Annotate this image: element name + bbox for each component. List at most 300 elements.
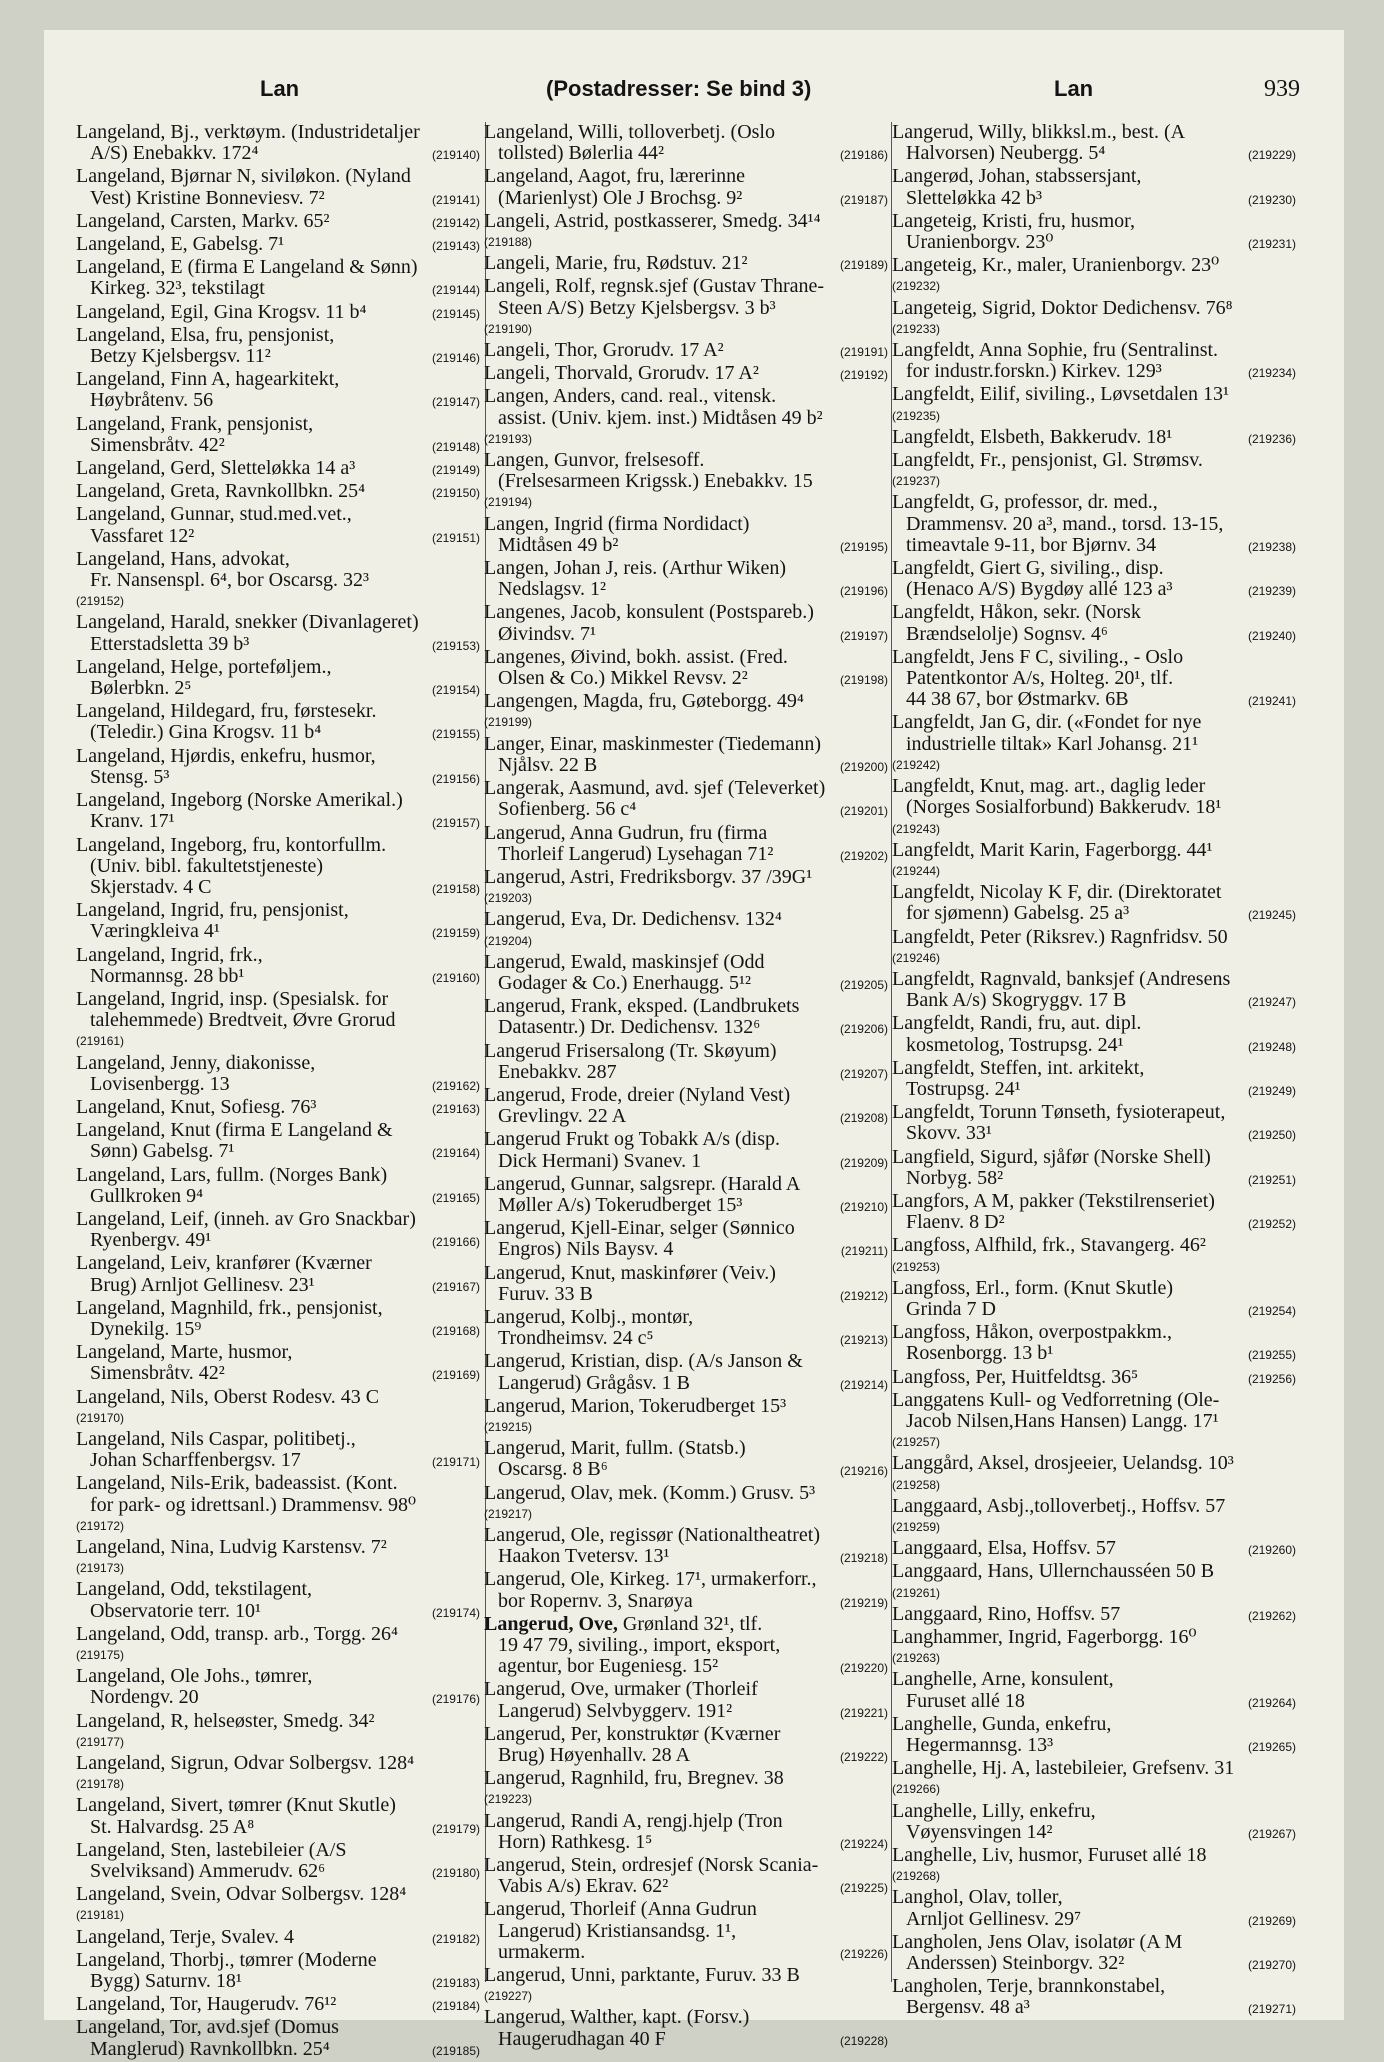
entry-text: Langhelle, Lilly, enkefru,: [892, 1799, 1096, 1822]
entry-text: Steen A/S) Betzy Kjelsbergsv. 3 b³: [498, 296, 776, 319]
entry-code: (219260): [1247, 1543, 1296, 1558]
entry-text: Langfeldt, Håkon, sekr. (Norsk: [892, 601, 1141, 624]
directory-entry: [484, 1569, 888, 1613]
directory-entry: [76, 790, 480, 834]
directory-entry: [76, 211, 480, 234]
entry-code: (219258): [892, 1477, 941, 1492]
entry-code: (219169): [431, 1368, 480, 1383]
directory-entry: [484, 996, 888, 1040]
directory-entry: [892, 450, 1296, 492]
entry-code: (219262): [1247, 1608, 1296, 1623]
entry-text: Langeland, Jenny, diakonisse,: [76, 1051, 316, 1074]
directory-entry: [892, 1758, 1296, 1800]
entry-text: Olsen & Co.) Mikkel Revsv. 2²: [498, 667, 748, 690]
entry-code: (219183): [431, 1976, 480, 1991]
page-number: 939: [1264, 76, 1300, 102]
directory-entry: [76, 746, 480, 790]
entry-text: Langerud, Ove, urmaker (Thorleif: [484, 1678, 758, 1701]
directory-entry: [484, 647, 888, 691]
entry-code: (219244): [892, 863, 941, 878]
directory-entry: [76, 657, 480, 701]
entry-text: Langeland, E (firma E Langeland & Sønn): [76, 256, 418, 279]
directory-entry: [892, 166, 1296, 210]
entry-code: (219147): [431, 395, 480, 410]
entry-code: (219152): [76, 594, 125, 609]
entry-code: (219236): [1247, 431, 1296, 446]
entry-code: (219190): [484, 321, 533, 336]
entry-text: Langeland, Bjørnar N, siviløkon. (Nyland: [76, 165, 411, 188]
entry-code: (219234): [1247, 366, 1296, 381]
entry-text: Langeli, Rolf, regnsk.sjef (Gustav Thrane-: [484, 275, 825, 298]
entry-code: (219228): [839, 2033, 888, 2048]
entry-text: Trondheimsv. 24 c⁵: [498, 1327, 654, 1350]
entry-text: Øivindsv. 7¹: [498, 622, 597, 645]
entry-text: Brug) Arnljot Gellinesv. 23¹: [90, 1273, 315, 1296]
entry-code: (219207): [839, 1066, 888, 1081]
entry-text: Langer, Einar, maskinmester (Tiedemann): [484, 732, 822, 755]
entry-text: Jacob Nilsen,Hans Hansen) Langg. 17¹: [906, 1409, 1219, 1432]
entry-code: (219163): [431, 1101, 480, 1116]
entry-text: St. Halvardsg. 25 A⁸: [90, 1815, 255, 1838]
directory-entry: [484, 2007, 888, 2051]
directory-entry: [76, 166, 480, 210]
entry-text: Langeteig, Sigrid, Doktor Dedichensv. 76⁸: [892, 296, 1233, 319]
entry-text: Langfeldt, Peter (Riksrev.) Ragnfridsv. 50: [892, 925, 1228, 948]
entry-text: Langeteig, Kr., maler, Uranienborgv. 23⁰: [892, 254, 1220, 277]
entry-code: (219205): [839, 977, 888, 992]
directory-entry: [484, 734, 888, 778]
entry-code: (219164): [431, 1146, 480, 1161]
directory-entry: [892, 492, 1296, 558]
entry-text: Langerud, Per, konstruktør (Kværner: [484, 1722, 781, 1745]
entry-text: Langerud, Willy, blikksl.m., best. (A: [892, 121, 1186, 143]
directory-column-2: [484, 122, 888, 2052]
entry-text: Langerud, Stein, ordresjef (Norsk Scania-: [484, 1854, 819, 1877]
entry-code: (219264): [1247, 1695, 1296, 1710]
entry-text: Drammensv. 20 a³, mand., torsd. 13-15,: [906, 512, 1224, 535]
entry-text: Langeland, Sigrun, Odvar Solbergsv. 128⁴: [76, 1752, 415, 1775]
entry-text: Langfeldt, Torunn Tønseth, fysioterapeut,: [892, 1101, 1226, 1124]
directory-entry: [892, 255, 1296, 297]
entry-code: (219243): [892, 821, 941, 836]
entry-code: (219161): [76, 1034, 125, 1049]
entry-code: (219269): [1247, 1913, 1296, 1928]
entry-text: Midtåsen 49 b²: [498, 533, 619, 556]
directory-entry: [892, 1147, 1296, 1191]
entry-text: Langeland, Hjørdis, enkefru, husmor,: [76, 744, 376, 767]
entry-text: Langeland, Finn A, hagearkitekt,: [76, 368, 340, 391]
entry-code: (219245): [1247, 908, 1296, 923]
entry-text: Langerud, Kjell-Einar, selger (Sønnico: [484, 1217, 795, 1240]
entry-text: Langeland, Hans, advokat,: [76, 547, 290, 570]
entry-text: tollsted) Bølerlia 44²: [498, 142, 664, 165]
entry-text: Langerød, Johan, stabssersjant,: [892, 165, 1142, 188]
directory-entry: [892, 1627, 1296, 1669]
entry-text: Langerud, Walther, kapt. (Forsv.): [484, 2006, 750, 2029]
directory-entry: [484, 1396, 888, 1438]
entry-code: (219251): [1247, 1172, 1296, 1187]
entry-code: (219177): [76, 1734, 125, 1749]
entry-code: (219175): [76, 1648, 125, 1663]
entry-text: Langhammer, Ingrid, Fagerborgg. 16⁰: [892, 1626, 1197, 1649]
entry-text: Langfield, Sigurd, sjåfør (Norske Shell): [892, 1145, 1211, 1168]
entry-text: (Teledir.) Gina Krogsv. 11 b⁴: [90, 721, 322, 744]
entry-text: Langeland, Sivert, tømrer (Knut Skutle): [76, 1794, 396, 1817]
directory-entry: [76, 1753, 480, 1795]
entry-text: Langerud, Ove, Grønland 32¹, tlf.: [484, 1612, 763, 1635]
entry-text: Dick Hermani) Svanev. 1: [498, 1149, 702, 1172]
entry-text: Anderssen) Steinborgv. 32²: [906, 1952, 1125, 1975]
directory-entry: [892, 1801, 1296, 1845]
entry-text: Langerud, Frank, eksped. (Landbrukets: [484, 995, 800, 1018]
entry-text: Thorleif Langerud) Lysehagan 71²: [498, 842, 774, 865]
directory-entry: [892, 927, 1296, 969]
directory-entry: [484, 1483, 888, 1525]
directory-entry: [76, 1253, 480, 1297]
entry-text: Bergensv. 48 a³: [906, 1996, 1030, 2019]
entry-text: Langfeldt, Jan G, dir. («Fondet for nye: [892, 711, 1202, 734]
directory-page: [44, 30, 1344, 2060]
entry-text: Observatorie terr. 10¹: [90, 1599, 261, 1622]
directory-entry: [76, 414, 480, 458]
directory-entry: [76, 325, 480, 369]
entry-code: (219170): [76, 1410, 125, 1425]
directory-entry: [892, 969, 1296, 1013]
entry-text: Patentkontor A/s, Holteg. 20¹, tlf.: [906, 667, 1174, 690]
entry-code: (219149): [431, 463, 480, 478]
entry-text: Langerud, Kolbj., montør,: [484, 1305, 694, 1328]
entry-code: (219231): [1247, 237, 1296, 252]
entry-text: Langeland, Helge, porteføljem.,: [76, 655, 332, 678]
entry-code: (219252): [1247, 1217, 1296, 1232]
directory-entry: [484, 363, 888, 386]
entry-code: (219259): [892, 1520, 941, 1534]
directory-entry: [484, 1899, 888, 1965]
directory-entry: [484, 253, 888, 276]
entry-text: Langhelle, Liv, husmor, Furuset allé 18: [892, 1844, 1207, 1867]
entry-text: Langerud, Anna Gudrun, fru (firma: [484, 821, 768, 844]
entry-text: Langerud, Gunnar, salgsrepr. (Harald A: [484, 1172, 801, 1195]
entry-code: (219182): [431, 1931, 480, 1946]
entry-text: Langerud, Unni, parktante, Furuv. 33 B: [484, 1964, 800, 1987]
entry-text: Brændselolje) Sognsv. 4⁶: [906, 622, 1108, 645]
directory-entry: [76, 1387, 480, 1429]
entry-text: Haakon Tvetersv. 13¹: [498, 1545, 670, 1568]
entry-code: (219171): [431, 1455, 480, 1470]
entry-text: agentur, bor Eugeniesg. 15²: [498, 1655, 719, 1678]
entry-text: Langgaard, Asbj.,tolloverbetj., Hoffsv. 57: [892, 1494, 1226, 1517]
entry-code: (219156): [431, 771, 480, 786]
entry-text: Vøyensvingen 14²: [906, 1820, 1053, 1843]
entry-text: Langerud, Knut, maskinfører (Veiv.): [484, 1261, 776, 1284]
directory-column-3: [892, 122, 1296, 2021]
entry-text: Furuv. 33 B: [498, 1282, 593, 1305]
entry-text: Langen, Gunvor, frelsesoff.: [484, 449, 705, 472]
entry-text: Langeland, Ingrid, frk.,: [76, 943, 263, 966]
entry-code: (219254): [1247, 1303, 1296, 1318]
entry-code: (219196): [839, 584, 888, 599]
entry-code: (219150): [431, 486, 480, 501]
entry-text: Langerud, Eva, Dr. Dedichensv. 132⁴: [484, 908, 782, 931]
entry-code: (219240): [1247, 628, 1296, 643]
directory-entry: [892, 840, 1296, 882]
directory-entry: [892, 1976, 1296, 2020]
directory-entry: [892, 647, 1296, 713]
entry-text: Langhelle, Arne, konsulent,: [892, 1668, 1114, 1691]
entry-code: (219263): [892, 1651, 941, 1666]
entry-text: Langerud) Grågåsv. 1 B: [498, 1371, 690, 1394]
entry-code: (219266): [892, 1782, 941, 1797]
directory-entry: [892, 776, 1296, 840]
entry-code: (219194): [484, 495, 533, 510]
entry-text: Halvorsen) Neubergg. 5⁴: [906, 142, 1106, 165]
entry-text: Væringkleiva 4¹: [90, 920, 220, 943]
entry-text: Langgård, Aksel, drosjeeier, Uelandsg. 10³: [892, 1452, 1234, 1475]
entry-code: (219217): [484, 1506, 533, 1521]
entry-text: Ryenbergv. 49¹: [90, 1229, 212, 1252]
entry-text: Langeland, Gunnar, stud.med.vet.,: [76, 503, 352, 526]
entry-text: Langfeldt, G, professor, dr. med.,: [892, 491, 1158, 514]
directory-entry: [484, 602, 888, 646]
entry-text: Sofienberg. 56 c⁴: [498, 798, 637, 821]
entry-text: Langerud) Kristiansandsg. 1¹,: [498, 1919, 737, 1942]
entry-text: Langeland, Leiv, kranfører (Kværner: [76, 1252, 372, 1275]
directory-entry: [76, 1209, 480, 1253]
entry-text: Langhelle, Hj. A, lastebileier, Grefsenv. 31: [892, 1757, 1235, 1780]
directory-entry: [484, 166, 888, 210]
entry-text: Sønn) Gabelsg. 7¹: [90, 1140, 235, 1163]
entry-code: (219227): [484, 1989, 533, 2004]
directory-entry: [892, 1235, 1296, 1277]
entry-code: (219167): [431, 1279, 480, 1294]
directory-entry: [892, 1367, 1296, 1390]
directory-entry: [892, 712, 1296, 776]
directory-entry: [484, 1768, 888, 1810]
entry-text: Langfeldt, Steffen, int. arkitekt,: [892, 1056, 1145, 1079]
entry-code: (219195): [839, 539, 888, 554]
directory-entry: [76, 458, 480, 481]
entry-code: (219158): [431, 881, 480, 896]
entry-text: Langeland, Nina, Ludvig Karstensv. 7²: [76, 1536, 387, 1558]
entry-code: (219239): [1247, 584, 1296, 599]
directory-entry: [76, 1795, 480, 1839]
entry-text: Vassfaret 12²: [90, 524, 195, 547]
entry-text: Langerud, Ewald, maskinsjef (Odd: [484, 950, 765, 973]
entry-text: industrielle tiltak» Karl Johansg. 21¹: [906, 732, 1199, 755]
entry-code: (219176): [431, 1692, 480, 1707]
entry-text: Uranienborgv. 23⁰: [906, 231, 1054, 254]
entry-text: Langen, Anders, cand. real., vitensk.: [484, 385, 777, 408]
entry-code: (219148): [431, 439, 480, 454]
directory-entry: [76, 1624, 480, 1666]
entry-text: Manglerud) Ravnkollbkn. 25⁴: [90, 2037, 330, 2060]
entry-code: (219168): [431, 1323, 480, 1338]
entry-code: (219248): [1247, 1039, 1296, 1054]
entry-text: Langeland, Magnhild, frk., pensjonist,: [76, 1296, 383, 1319]
entry-text: Betzy Kjelsbergsv. 11²: [90, 345, 271, 368]
entry-code: (219220): [839, 1661, 888, 1676]
directory-entry: [76, 1120, 480, 1164]
entry-text: assist. (Univ. kjem. inst.) Midtåsen 49 b²: [498, 406, 823, 429]
directory-entry: [484, 211, 888, 253]
entry-text: Langerud Frisersalong (Tr. Skøyum): [484, 1039, 777, 1062]
entry-code: (219209): [839, 1155, 888, 1170]
entry-text: (Henaco A/S) Bygdøy allé 123 a³: [906, 578, 1173, 601]
directory-entry: [484, 558, 888, 602]
entry-text: Langeland, Egil, Gina Krogsv. 11 b⁴: [76, 300, 367, 323]
entry-text: Johan Scharffenbergsv. 17: [90, 1449, 301, 1472]
directory-entry: [484, 1811, 888, 1855]
entry-code: (219235): [892, 408, 941, 423]
entry-text: (Univ. bibl. fakultetstjeneste): [90, 854, 324, 877]
entry-code: (219178): [76, 1777, 125, 1792]
entry-text: Horn) Rathkesg. 1⁵: [498, 1830, 653, 1853]
entry-text: Langeland, Willi, tolloverbetj. (Oslo: [484, 121, 775, 143]
directory-entry: [892, 340, 1296, 384]
entry-text: Langerud, Ole, regissør (Nationaltheatret): [484, 1524, 820, 1546]
directory-entry: [484, 823, 888, 867]
entry-text: Langeland, R, helseøster, Smedg. 34²: [76, 1709, 375, 1732]
directory-entry: [76, 1840, 480, 1884]
entry-code: (219193): [484, 431, 533, 446]
entry-text: Svelviksand) Ammerudv. 62⁶: [90, 1860, 326, 1883]
entry-code: (219213): [839, 1333, 888, 1348]
entry-code: (219204): [484, 933, 533, 948]
entry-text: Langgaard, Elsa, Hoffsv. 57: [892, 1537, 1116, 1560]
entry-code: (219253): [892, 1259, 941, 1274]
directory-entry: [76, 701, 480, 745]
entry-code: (219226): [839, 1946, 888, 1961]
directory-column-1: [76, 122, 480, 2062]
entry-text: Langfoss, Håkon, overpostpakkm.,: [892, 1321, 1172, 1344]
directory-entry: [892, 1496, 1296, 1538]
directory-entry: [484, 1218, 888, 1262]
entry-code: (219265): [1247, 1740, 1296, 1755]
directory-entry: [892, 1932, 1296, 1976]
entry-code: (219189): [839, 258, 888, 273]
entry-code: (219202): [839, 848, 888, 863]
entry-text: Oscarsg. 8 B⁶: [498, 1458, 608, 1481]
entry-code: (219186): [839, 148, 888, 163]
entry-text: Kranv. 17¹: [90, 810, 175, 833]
entry-text: Langerud Frukt og Tobakk A/s (disp.: [484, 1128, 780, 1151]
entry-code: (219172): [76, 1518, 125, 1533]
directory-entry: [484, 122, 888, 166]
entry-text: Rosenborgg. 13 b¹: [906, 1342, 1054, 1365]
directory-entry: [76, 1298, 480, 1342]
entry-text: Langfeldt, Nicolay K F, dir. (Direktoratet: [892, 881, 1222, 904]
entry-text: Langeland, Nils-Erik, badeassist. (Kont.: [76, 1472, 398, 1495]
directory-entry: [76, 1994, 480, 2017]
entry-text: Haugerudhagan 40 F: [498, 2027, 666, 2050]
directory-entry: [892, 1845, 1296, 1887]
directory-entry: [76, 1342, 480, 1386]
entry-text: Skjerstadv. 4 C: [90, 875, 212, 898]
entry-text: (Norges Sosialforbund) Bakkerudv. 18¹: [906, 796, 1222, 819]
directory-entry: [892, 602, 1296, 646]
directory-entry: [76, 612, 480, 656]
entry-code: (219257): [892, 1435, 941, 1450]
entry-code: (219192): [839, 368, 888, 383]
entry-text: Langen, Ingrid (firma Nordidact): [484, 512, 750, 535]
entry-text: Langerud, Kristian, disp. (A/s Janson &: [484, 1350, 803, 1373]
directory-entry: [892, 211, 1296, 255]
directory-entry: [484, 1085, 888, 1129]
entry-text: Langeland, Tor, avd.sjef (Domus: [76, 2016, 339, 2039]
directory-entry: [484, 1041, 888, 1085]
entry-text: Langholen, Terje, brannkonstabel,: [892, 1975, 1166, 1998]
entry-code: (219144): [431, 283, 480, 298]
directory-entry: [76, 1165, 480, 1209]
entry-text: Bygg) Saturnv. 18¹: [90, 1970, 242, 1993]
directory-entry: [892, 427, 1296, 450]
entry-text: Langeland, Tor, Haugerudv. 76¹²: [76, 1993, 337, 2016]
directory-entry: [484, 450, 888, 514]
entry-code: (219219): [839, 1595, 888, 1610]
directory-entry: [484, 1614, 888, 1680]
entry-code: (219160): [431, 970, 480, 985]
entry-text: Langeland, Ingrid, fru, pensjonist,: [76, 899, 349, 922]
entry-text: Furuset allé 18: [906, 1689, 1025, 1712]
entry-text: Langenes, Jacob, konsulent (Postspareb.): [484, 601, 814, 624]
entry-text: Langerud) Selvbyggerv. 191²: [498, 1699, 733, 1722]
entry-code: (219197): [839, 628, 888, 643]
entry-code: (219165): [431, 1190, 480, 1205]
entry-text: Langeland, Sten, lastebileier (A/S: [76, 1838, 347, 1861]
entry-code: (219157): [431, 816, 480, 831]
directory-entry: [484, 514, 888, 558]
entry-text: Langeli, Thor, Grorudv. 17 A²: [484, 339, 724, 362]
entry-text: Langeland, Ingeborg, fru, kontorfullm.: [76, 833, 387, 856]
directory-entry: [76, 1473, 480, 1537]
entry-code: (219222): [839, 1750, 888, 1765]
entry-code: (219230): [1247, 192, 1296, 207]
directory-entry: [76, 481, 480, 504]
entry-text: Langerud, Randi A, rengj.hjelp (Tron: [484, 1809, 783, 1832]
entry-code: (219223): [484, 1792, 533, 1807]
directory-entry: [892, 384, 1296, 426]
directory-entry: [892, 1887, 1296, 1931]
entry-text: Langeland, Harald, snekker (Divanlageret): [76, 611, 419, 634]
entry-text: Langfeldt, Randi, fru, aut. dipl.: [892, 1012, 1142, 1035]
entry-text: Godager & Co.) Enerhaugg. 5¹²: [498, 971, 752, 994]
entry-code: (219179): [431, 1821, 480, 1836]
entry-text: Langerud, Marit, fullm. (Statsb.): [484, 1437, 746, 1460]
entry-code: (219203): [484, 891, 533, 906]
entry-text: bor Ropernv. 3, Snarøya: [498, 1589, 693, 1612]
entry-code: (219271): [1247, 2002, 1296, 2017]
directory-entry: [484, 1855, 888, 1899]
entry-text: Langen, Johan J, reis. (Arthur Wiken): [484, 557, 787, 580]
entry-code: (219225): [839, 1881, 888, 1896]
entry-text: Etterstadsletta 39 b³: [90, 632, 250, 655]
directory-entry: [76, 2017, 480, 2061]
entry-text: 44 38 67, bor Østmarkv. 6B: [906, 688, 1129, 711]
entry-text: Langfoss, Erl., form. (Knut Skutle): [892, 1276, 1174, 1299]
entry-text: for industr.forskn.) Kirkev. 129³: [906, 360, 1162, 383]
entry-code: (219250): [1247, 1128, 1296, 1143]
directory-entry: [484, 1525, 888, 1569]
directory-entry: [76, 1053, 480, 1097]
entry-code: (219233): [892, 321, 941, 336]
entry-text: Gullkroken 9⁴: [90, 1184, 204, 1207]
entry-text: for park- og idrettsanl.) Drammensv. 98⁰: [90, 1493, 417, 1516]
entry-code: (219270): [1247, 1958, 1296, 1973]
entry-text: Lovisenbergg. 13: [90, 1072, 230, 1095]
entry-code: (219184): [431, 1999, 480, 2014]
directory-entry: [892, 298, 1296, 340]
directory-entry: [76, 1927, 480, 1950]
